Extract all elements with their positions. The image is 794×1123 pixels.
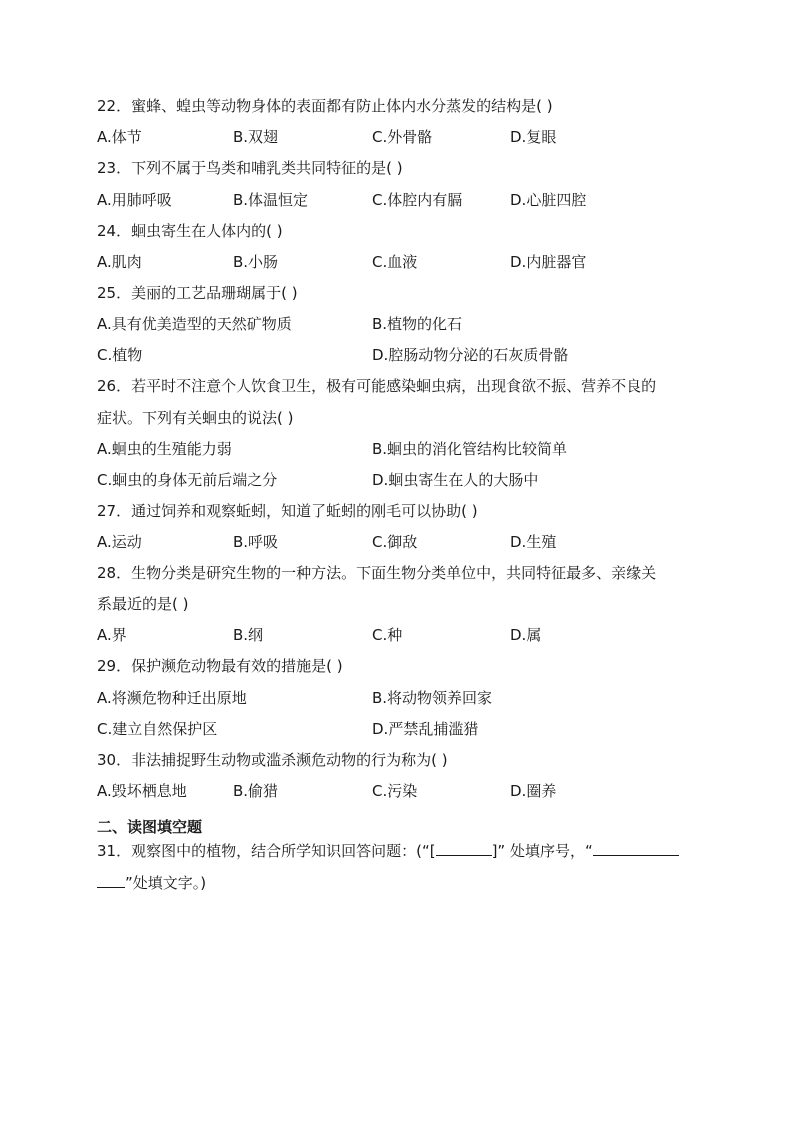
- question-23-stem: 23．下列不属于鸟类和哺乳类共同特征的是( ): [97, 159, 403, 177]
- question-29-option-c: C.建立自然保护区: [97, 720, 218, 738]
- question-31-stem: [97, 841, 679, 861]
- question-22-option-c: C.外骨骼: [372, 128, 433, 146]
- question-23-option-b: B.体温恒定: [233, 191, 309, 209]
- question-31-text-3: ”处填文字。): [125, 874, 207, 892]
- question-28-option-c: C.种: [372, 626, 403, 644]
- question-28-stem-cont: 系最近的是( ): [97, 595, 189, 613]
- question-22-stem: 22．蜜蜂、蝗虫等动物身体的表面都有防止体内水分蒸发的结构是( ): [97, 97, 553, 115]
- question-26-option-d: D.蛔虫寄生在人的大肠中: [372, 471, 539, 489]
- question-29-stem: 29．保护濒危动物最有效的措施是( ): [97, 657, 343, 675]
- question-27-option-d: D.生殖: [510, 533, 557, 551]
- question-28-option-a: A.界: [97, 626, 127, 644]
- question-26-option-c: C.蛔虫的身体无前后端之分: [97, 471, 278, 489]
- question-24-stem: 24．蛔虫寄生在人体内的( ): [97, 222, 283, 240]
- question-24-option-a: A.肌肉: [97, 253, 142, 271]
- question-31-text-blank: [593, 841, 679, 856]
- question-22-option-d: D.复眼: [510, 128, 557, 146]
- section-2-title: 二、读图填空题: [97, 818, 203, 836]
- question-22-option-a: A.体节: [97, 128, 142, 146]
- question-23-option-d: D.心脏四腔: [510, 191, 587, 209]
- question-25-option-c: C.植物: [97, 346, 143, 364]
- question-26-stem: 26．若平时不注意个人饮食卫生，极有可能感染蛔虫病，出现食欲不振、营养不良的: [97, 377, 657, 395]
- question-28-option-b: B.纲: [233, 626, 264, 644]
- question-25-stem: 25．美丽的工艺品珊瑚属于( ): [97, 284, 298, 302]
- question-31-number-blank: [436, 841, 492, 856]
- question-22-option-b: B.双翅: [233, 128, 279, 146]
- question-29-option-b: B.将动物领养回家: [372, 689, 493, 707]
- question-30-option-d: D.圈养: [510, 782, 557, 800]
- question-29-option-d: D.严禁乱捕滥猎: [372, 720, 479, 738]
- question-26-stem-cont: 症状。下列有关蛔虫的说法( ): [97, 409, 294, 427]
- question-24-option-c: C.血液: [372, 253, 418, 271]
- question-26-option-a: A.蛔虫的生殖能力弱: [97, 440, 232, 458]
- question-24-option-d: D.内脏器官: [510, 253, 587, 271]
- question-25-option-a: A.具有优美造型的天然矿物质: [97, 315, 292, 333]
- question-25-option-b: B.植物的化石: [372, 315, 463, 333]
- question-31-text-2: ]” 处填序号，“: [491, 842, 593, 860]
- question-27-option-a: A.运动: [97, 533, 142, 551]
- question-30-option-c: C.污染: [372, 782, 418, 800]
- question-27-option-b: B.呼吸: [233, 533, 279, 551]
- question-30-option-a: A.毁坏栖息地: [97, 782, 187, 800]
- question-23-option-a: A.用肺呼吸: [97, 191, 172, 209]
- question-28-option-d: D.属: [510, 626, 542, 644]
- question-26-option-b: B.蛔虫的消化管结构比较简单: [372, 440, 568, 458]
- question-27-option-c: C.御敌: [372, 533, 418, 551]
- question-31-text-blank-cont: [97, 873, 125, 888]
- question-24-option-b: B.小肠: [233, 253, 279, 271]
- question-27-stem: 27．通过饲养和观察蚯蚓，知道了蚯蚓的刚毛可以协助( ): [97, 502, 478, 520]
- question-30-stem: 30．非法捕捉野生动物或滥杀濒危动物的行为称为( ): [97, 751, 448, 769]
- question-23-option-c: C.体腔内有膈: [372, 191, 463, 209]
- question-29-option-a: A.将濒危物种迁出原地: [97, 689, 247, 707]
- question-30-option-b: B.偷猎: [233, 782, 279, 800]
- question-28-stem: 28．生物分类是研究生物的一种方法。下面生物分类单位中，共同特征最多、亲缘关: [97, 564, 657, 582]
- question-25-option-d: D.腔肠动物分泌的石灰质骨骼: [372, 346, 569, 364]
- question-31-stem-cont: [97, 873, 206, 893]
- question-31-text-1: 31．观察图中的植物，结合所学知识回答问题：(“[: [97, 842, 436, 860]
